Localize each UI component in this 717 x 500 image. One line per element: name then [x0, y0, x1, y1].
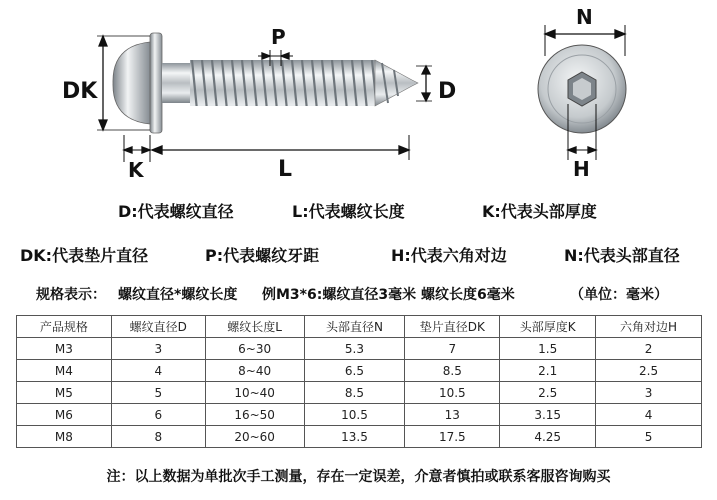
- table-cell: 8~40: [205, 360, 304, 382]
- table-cell: M5: [17, 382, 112, 404]
- table-cell: 5: [111, 382, 205, 404]
- table-cell: 2.1: [500, 360, 596, 382]
- label-k: K: [128, 158, 144, 182]
- table-cell: M3: [17, 338, 112, 360]
- table-cell: M4: [17, 360, 112, 382]
- legend-n: N:代表头部直径: [564, 246, 680, 265]
- table-cell: 2.5: [596, 360, 702, 382]
- legend-d: D:代表螺纹直径: [118, 202, 234, 221]
- header-cell: 螺纹直径D: [111, 316, 205, 338]
- table-cell: 4: [596, 404, 702, 426]
- screw-end-view: [538, 45, 626, 133]
- label-p: P: [271, 25, 286, 49]
- disclaimer-note: 注：以上数据为单批次手工测量，存在一定误差，介意者慎拍或联系客服咨询购买: [106, 469, 611, 485]
- table-cell: 10~40: [205, 382, 304, 404]
- spec-format: 螺纹直径*螺纹长度: [118, 287, 238, 303]
- table-row: [17, 360, 702, 382]
- label-h: H: [573, 157, 590, 181]
- table-cell: 16~50: [205, 404, 304, 426]
- table-row: [17, 338, 702, 360]
- header-cell: 六角对边H: [596, 316, 702, 338]
- table-cell: 1.5: [500, 338, 596, 360]
- table-cell: 5.3: [304, 338, 405, 360]
- table-header-row: [17, 316, 702, 338]
- label-l: L: [278, 157, 293, 182]
- table-cell: 4.25: [500, 426, 596, 448]
- table-cell: 8.5: [405, 360, 500, 382]
- table-cell: 3: [596, 382, 702, 404]
- header-cell: 垫片直径DK: [405, 316, 500, 338]
- table-cell: M8: [17, 426, 112, 448]
- table-cell: 10.5: [304, 404, 405, 426]
- table-cell: 8: [111, 426, 205, 448]
- table-cell: 3: [111, 338, 205, 360]
- screw-diagram: [0, 0, 717, 195]
- label-dk: DK: [62, 79, 98, 104]
- header-cell: 产品规格: [17, 316, 112, 338]
- table-row: [17, 426, 702, 448]
- table-cell: 10.5: [405, 382, 500, 404]
- table-cell: 20~60: [205, 426, 304, 448]
- table-cell: 17.5: [405, 426, 500, 448]
- legend-k: K:代表头部厚度: [482, 202, 597, 221]
- table-cell: 2: [596, 338, 702, 360]
- spec-example: 例M3*6:螺纹直径3毫米 螺纹长度6毫米: [262, 287, 515, 303]
- table-cell: 13.5: [304, 426, 405, 448]
- table-cell: 2.5: [500, 382, 596, 404]
- legend-dk: DK:代表垫片直径: [20, 246, 149, 265]
- spec-unit: （单位：毫米）: [570, 287, 668, 303]
- table-cell: 5: [596, 426, 702, 448]
- table-row: [17, 404, 702, 426]
- legend-p: P:代表螺纹牙距: [205, 246, 320, 265]
- legend-h: H:代表六角对边: [391, 246, 507, 265]
- header-cell: 螺纹长度L: [205, 316, 304, 338]
- label-n: N: [576, 5, 593, 29]
- spec-prefix: 规格表示：: [36, 287, 106, 303]
- table-cell: 13: [405, 404, 500, 426]
- header-cell: 头部厚度K: [500, 316, 596, 338]
- legend-l: L:代表螺纹长度: [292, 202, 405, 221]
- label-d: D: [438, 79, 457, 104]
- table-cell: 8.5: [304, 382, 405, 404]
- header-cell: 头部直径N: [304, 316, 405, 338]
- table-cell: 3.15: [500, 404, 596, 426]
- table-cell: 6.5: [304, 360, 405, 382]
- spec-table: [16, 315, 702, 448]
- table-row: [17, 382, 702, 404]
- table-cell: 7: [405, 338, 500, 360]
- table-cell: 6: [111, 404, 205, 426]
- table-cell: 4: [111, 360, 205, 382]
- screw-side-view: [113, 33, 418, 133]
- table-cell: 6~30: [205, 338, 304, 360]
- table-cell: M6: [17, 404, 112, 426]
